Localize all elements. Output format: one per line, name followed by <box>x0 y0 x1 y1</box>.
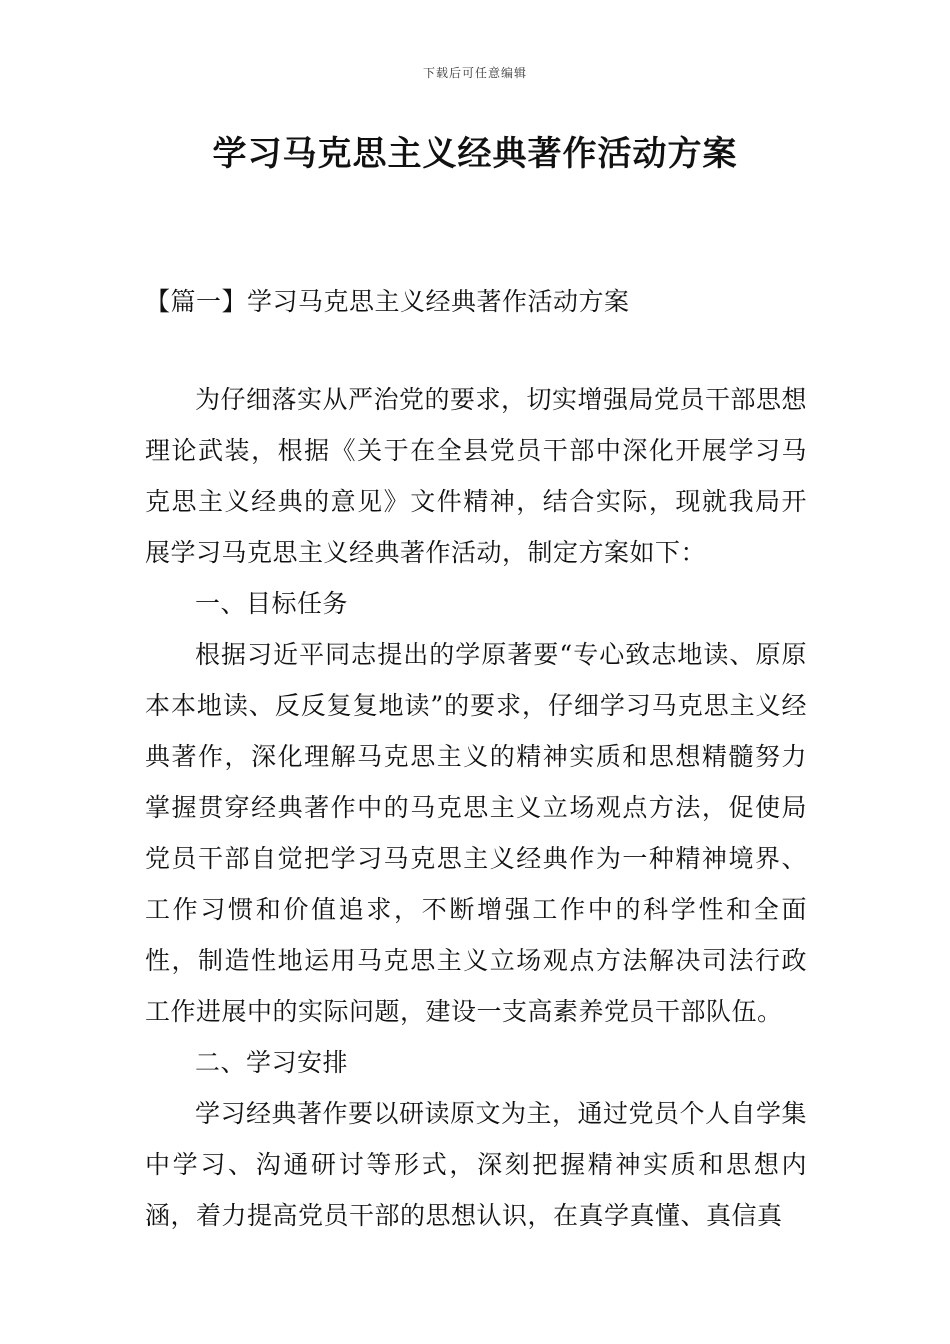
goals-paragraph: 根据习近平同志提出的学原著要“专心致志地读、原原本本地读、反反复复地读”的要求，仔细学习马克思主义经典著作，深化理解马克思主义的精神实质和思想精髓努力掌握贯穿经典著作中的马克思主义立场观点方法，促使局党员干部自觉把学习马克思主义经典作为一种精神境界、工作习惯和价值追求，不断增强工作中的科学性和全面性，制造性地运用马克思主义立场观点方法解决司法行政工作进展中的实际问题，建设一支高素养党员干部队伍。 <box>145 640 807 1026</box>
download-note: 下载后可任意编辑 <box>422 66 527 80</box>
arrangement-paragraph: 学习经典著作要以研读原文为主，通过党员个人自学集中学习、沟通研讨等形式，深刻把握精神实质和思想内涵，着力提高党员干部的思想认识，在真学真懂、真信真 <box>145 1099 808 1230</box>
intro-paragraph: 为仔细落实从严治党的要求，切实增强局党员干部思想理论武装，根据《关于在全县党员干部中深化开展学习马克思主义经典的意见》文件精神，结合实际，现就我局开展学习马克思主义经典著作活动，制定方案如下： <box>145 385 808 567</box>
document-body <box>145 374 807 1241</box>
document-title: 学习马克思主义经典著作活动方案 <box>212 134 738 174</box>
section-heading: 【篇一】学习马克思主义经典著作活动方案 <box>145 287 630 316</box>
subheading-arrangement: 二、学习安排 <box>195 1048 349 1077</box>
subheading-goals: 一、目标任务 <box>195 589 349 618</box>
